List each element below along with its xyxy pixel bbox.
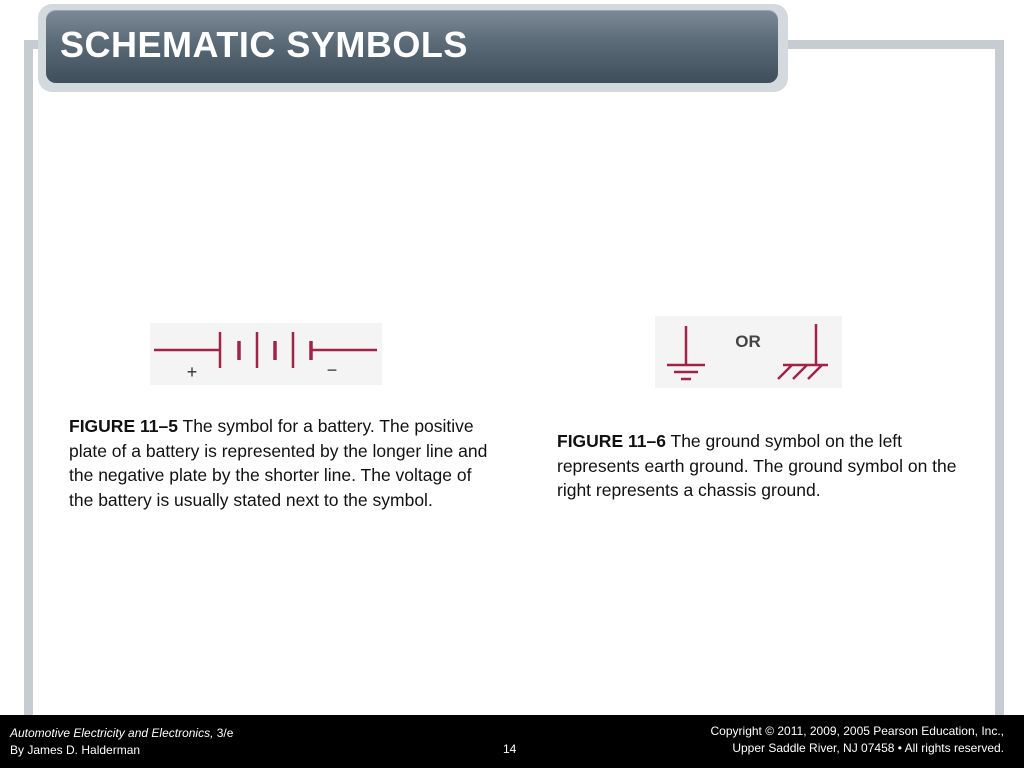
caption-text: The ground symbol on the left represents earth ground. The ground symbol on the right represents a chassis ground. bbox=[557, 431, 957, 500]
positive-sign: + bbox=[186, 362, 198, 382]
book-author: By James D. Halderman bbox=[10, 743, 141, 757]
ground-symbols-figure bbox=[655, 316, 842, 388]
caption-label: FIGURE 11–6 bbox=[557, 431, 666, 451]
footer-book-info bbox=[10, 725, 233, 759]
footer-bar bbox=[0, 715, 1024, 768]
battery-symbol-figure bbox=[150, 323, 382, 385]
slide-title: SCHEMATIC SYMBOLS bbox=[60, 24, 468, 65]
footer-copyright bbox=[711, 723, 1004, 757]
negative-sign: − bbox=[326, 360, 338, 380]
book-edition: 3/e bbox=[213, 726, 234, 740]
frame-left-border bbox=[24, 40, 33, 715]
caption-label: FIGURE 11–5 bbox=[69, 416, 178, 436]
battery-symbol-icon bbox=[150, 323, 382, 385]
caption-text: The symbol for a battery. The positive plate of a battery is represented by the longer line and the negative plate by the shorter line. The voltage of the battery is usually stated next to the symbol. bbox=[69, 416, 488, 510]
page-number: 14 bbox=[503, 742, 517, 756]
ground-symbols bbox=[655, 316, 842, 388]
frame-right-border bbox=[995, 40, 1004, 715]
earth-ground-icon bbox=[667, 326, 705, 379]
battery-figure-caption bbox=[69, 414, 494, 512]
chassis-ground-icon bbox=[778, 324, 828, 379]
copyright-line-1: Copyright © 2011, 2009, 2005 Pearson Education, Inc., bbox=[710, 724, 1004, 738]
book-title: Automotive Electricity and Electronics, bbox=[10, 726, 214, 740]
copyright-line-2: Upper Saddle River, NJ 07458 • All rights reserved. bbox=[732, 741, 1004, 755]
ground-figure-caption bbox=[557, 429, 962, 503]
or-label: OR bbox=[735, 332, 761, 351]
